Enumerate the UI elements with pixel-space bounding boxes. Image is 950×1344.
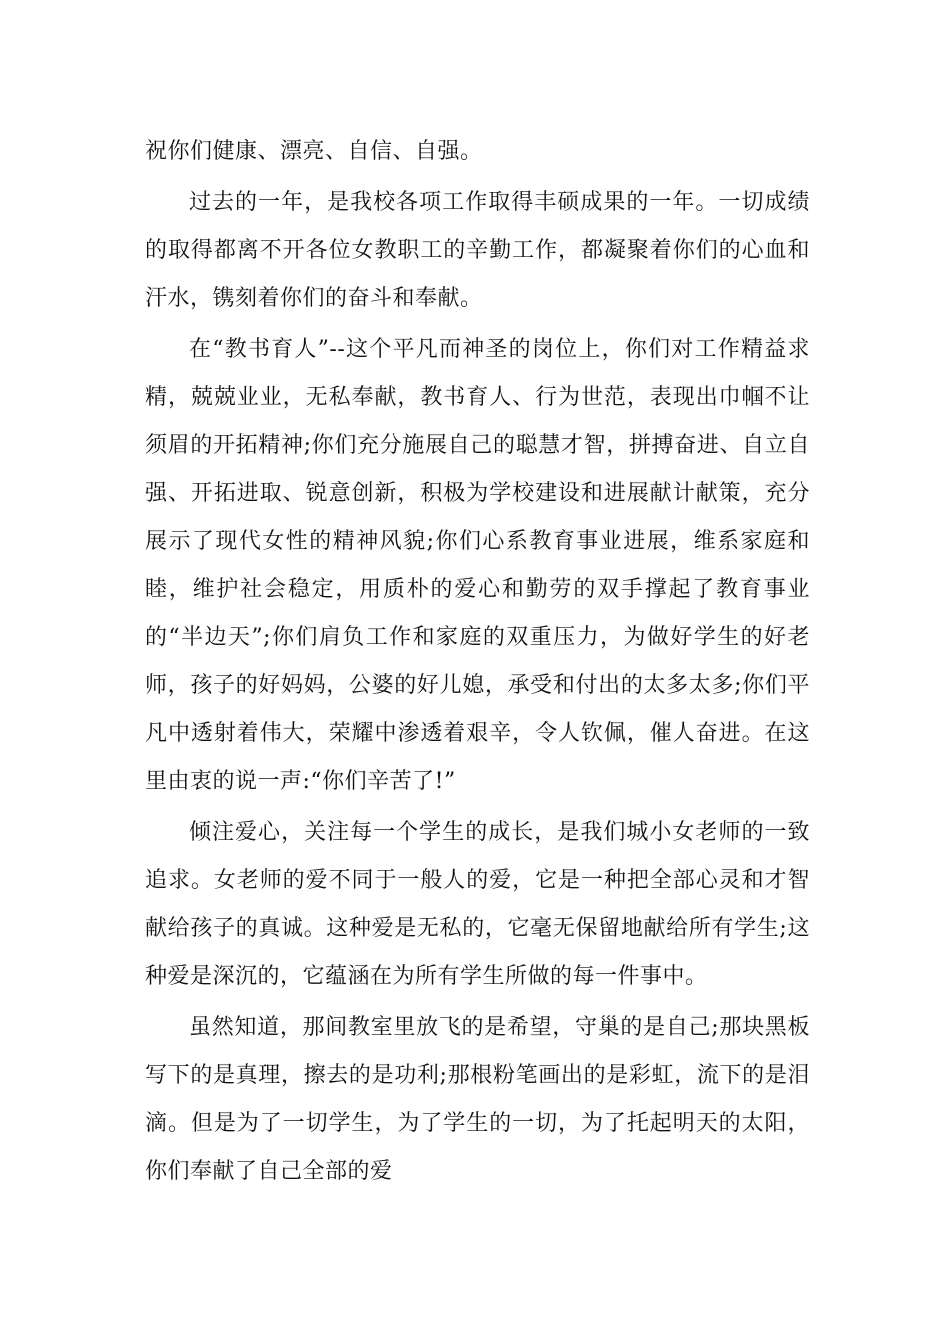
paragraph-4: 倾注爱心，关注每一个学生的成长，是我们城小女老师的一致追求。女老师的爱不同于一般人的爱，它是一种把全部心灵和才智献给孩子的真诚。这种爱是无私的，它毫无保留地献给所有学生;这种爱是深沉的，它蕴涵在为所有学生所做的每一件事中。: [145, 820, 810, 989]
paragraph-3: 在“教书育人”--这个平凡而神圣的岗位上，你们对工作精益求精，兢兢业业，无私奉献，教书育人、行为世范，表现出巾帼不让须眉的开拓精神;你们充分施展自己的聪慧才智，拼搏奋进、自立自强、开拓进取、锐意创新，积极为学校建设和进展献计献策，充分展示了现代女性的精神风貌;你们心系教育事业进展，维系家庭和睦，维护社会稳定，用质朴的爱心和勤劳的双手撑起了教育事业的“半边天”;你们肩负工作和家庭的双重压力，为做好学生的好老师，孩子的好妈妈，公婆的好儿媳，承受和付出的太多太多;你们平凡中透射着伟大，荣耀中渗透着艰辛，令人钦佩，催人奋进。在这里由衷的说一声:“你们辛苦了!”: [145, 337, 810, 794]
paragraph-1: 祝你们健康、漂亮、自信、自强。: [145, 139, 483, 164]
paragraph-2: 过去的一年，是我校各项工作取得丰硕成果的一年。一切成绩的取得都离不开各位女教职工的辛勤工作，都凝聚着你们的心血和汗水，镌刻着你们的奋斗和奉献。: [145, 190, 810, 311]
paragraph-5: 虽然知道，那间教室里放飞的是希望，守巢的是自己;那块黑板写下的是真理，擦去的是功利;那根粉笔画出的是彩虹，流下的是泪滴。但是为了一切学生，为了学生的一切，为了托起明天的太阳，你们奉献了自己全部的爱: [145, 1015, 810, 1184]
document-body: [145, 128, 810, 1196]
